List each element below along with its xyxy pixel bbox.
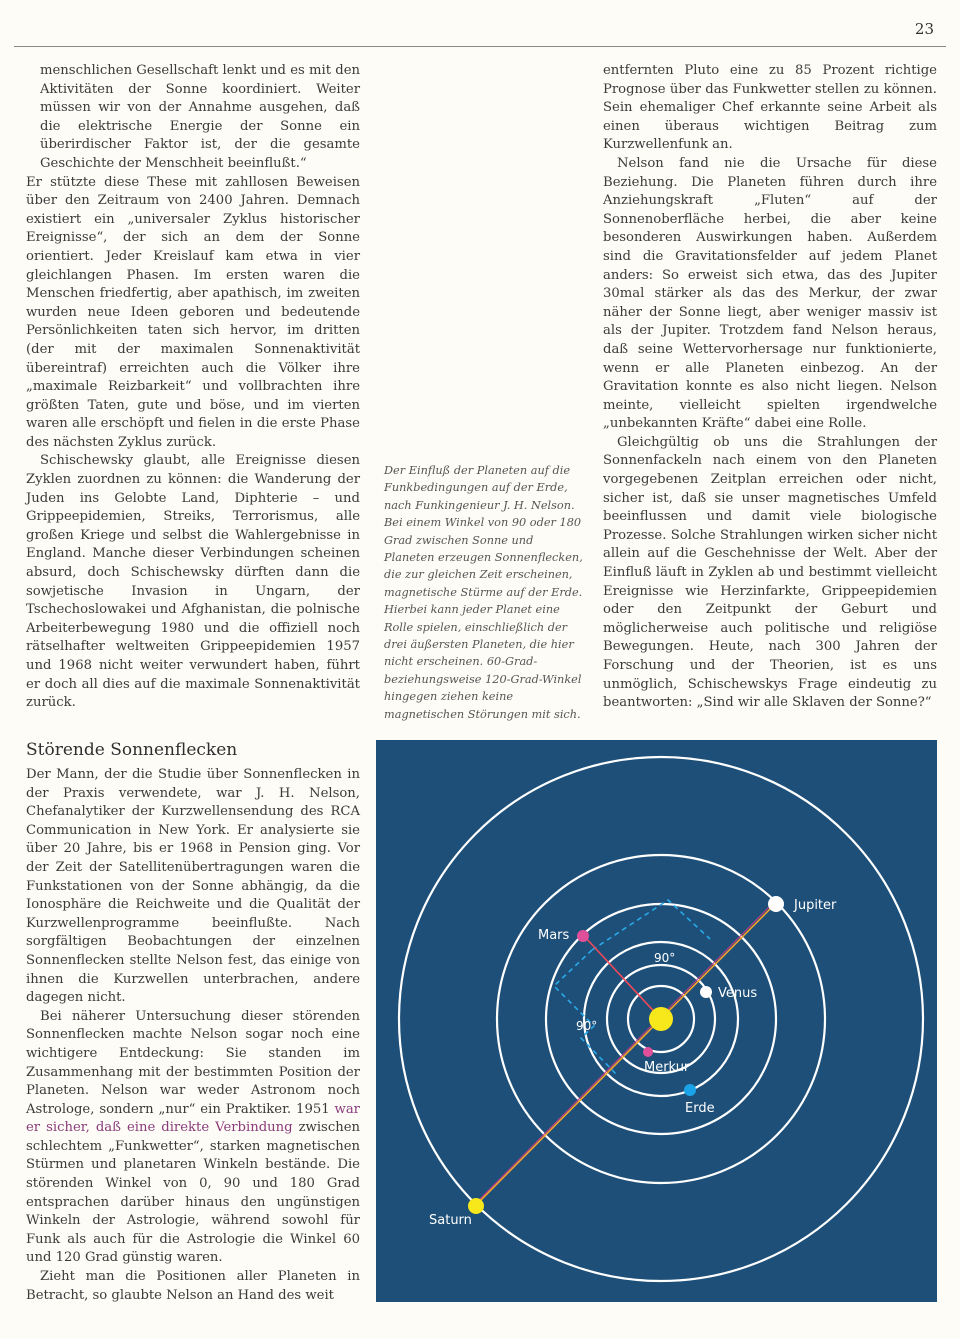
text-run: Bei näherer Untersuchung dieser störenden Sonnenflecken machte Nelson sogar noch eine wichtigere Entdeckung: Sie standen im Zusammenhang mit der bestimmten Position der Planeten. Nelson war weder Astronom noch Astrologe, sondern „nur“ ein Praktiker. 1951: [26, 1008, 360, 1117]
label-venus: Venus: [718, 986, 758, 1001]
section-heading: Störende Sonnenflecken: [26, 740, 238, 760]
paragraph: Gleichgültig ob uns die Strahlungen der Sonnenfackeln nach einem von den Planeten vorgegebenen Zeitplan erreichen oder nicht, sicher ist, daß sie unser magnetisches Umfeld beeinflussen und damit viele biologische Prozesse. Solche Strahlungen wirken sicher nicht allein auf die Geschehnisse der Welt. Aber der Einfluß läuft in Zyklen ab und bestimmt vielleicht Ereignisse wie Herzinfarkte, Grippeepidemien oder den Zeitpunkt der Geburt und möglicherweise auch politische und religiöse Bewegungen. Heute, nach 300 Jahren der Forschung und der Theorien, ist es uns unmöglich, Schischewskys Frage eindeutig zu beantworten: „Sind wir alle Sklaven der Sonne?“: [603, 434, 937, 711]
paragraph: Er stützte diese These mit zahllosen Beweisen über den Zeitraum von 2400 Jahren. Demnach existiert ein „universaler Zyklus historischer Ereignisse“, der sich an dem der Sonne orientiert. Jeder Kreislauf kam etwa in vier gleichlangen Phasen. Im ersten waren die Menschen friedfertig, aber apathisch, im zweiten wurden neue Ideen geboren und bedeutende Persönlichkeiten taten sich hervor, im dritten (der mit der maximalen Sonnenaktivität übereintraf) erreichten auch die Völker ihre „maximale Reizbarkeit“ und vollbrachten ihre größten Taten, gute und böse, und im vierten waren alle erschöpft und fielen in die erste Phase des nächsten Zyklus zurück.: [26, 174, 360, 450]
angle-label-left: 90°: [576, 1019, 598, 1033]
paragraph: Nelson fand nie die Ursache für diese Beziehung. Die Planeten führen durch ihre Anziehungskraft „Fluten“ auf der Sonnenoberfläche herbei, die aber keine besonderen Auswirkungen haben. Außerdem sind die Gravitationsfelder auf jedem Planet anders: So erweist sich etwa, das des Jupiter 30mal stärker als das des Merkur, der zwar näher der Sonne liegt, aber weniger massiv ist als der Jupiter. Trotzdem fand Nelson heraus, daß seine Wettervorhersage nur funktionierte, wenn er alle Planeten einbezog. An der Gravitation konnte es also nicht liegen. Nelson meinte, vielleicht spielten irgendwelche „unbekannten Kräfte“ dabei eine Rolle.: [603, 155, 937, 432]
paragraph: [26, 1008, 360, 1268]
column-right-top: [603, 62, 937, 713]
planet-mars: [577, 930, 589, 942]
label-jupiter: Jupiter: [794, 898, 837, 913]
paragraph: menschlichen Gesellschaft lenkt und es mit den Aktivitäten der Sonne koordiniert. Weiter müssen wir von der Annahme ausgehen, daß die elektrische Energie der Sonne ein überirdischer Faktor ist, der die gesamte Geschichte der Menschheit beeinflußt.“: [40, 63, 360, 171]
orbit-svg: [376, 740, 937, 1302]
label-merkur: Merkur: [644, 1060, 690, 1075]
planet-saturn: [468, 1198, 484, 1214]
highlighted-text: war er sicher, daß eine direkte Verbindung: [26, 1101, 360, 1136]
label-mars: Mars: [538, 928, 570, 943]
paragraph: Zieht man die Positionen aller Planeten in Betracht, so glaubte Nelson an Hand des weit: [26, 1269, 360, 1303]
text-run: zwischen schlechtem „Funkwetter“, starken magnetischen Stürmen und planetaren Winkeln bestände. Die störenden Winkel von 0, 90 und 180 Grad entsprachen darüber hinaus den ungünstigen Winkeln der Astrologie, während sowohl für Funk als auch für die Astrologie die Winkel 60 und 120 Grad günstig waren.: [26, 1120, 360, 1266]
figure-caption: Der Einfluß der Planeten auf die Funkbedingungen auf der Erde, nach Funkingenieur J. H. Nelson. Bei einem Winkel von 90 oder 180 Grad zwischen Sonne und Planeten erzeugen Sonnenflecken, die zur gleichen Zeit erscheinen, magnetische Stürme auf der Erde. Hierbei kann jeder Planet eine Rolle spielen, einschließlich der drei äußersten Planeten, die hier nicht erscheinen. 60-Grad-beziehungsweise 120-Grad-Winkel hingegen ziehen keine magnetischen Störungen mit sich.: [384, 464, 583, 721]
label-erde: Erde: [685, 1101, 715, 1116]
sun: [649, 1007, 673, 1031]
label-saturn: Saturn: [429, 1213, 472, 1228]
header-rule: [14, 46, 946, 47]
paragraph: entfernten Pluto eine zu 85 Prozent richtige Prognose über das Funkwetter stellen zu können. Sein ehemaliger Chef erkannte seine Arbeit als einen überaus wichtigen Beitrag zum Kurzwellenfunk an.: [603, 63, 937, 153]
angle-label-top: 90°: [654, 951, 676, 965]
planet-venus: [700, 986, 712, 998]
column-left-top: [26, 62, 360, 713]
paragraph: Der Mann, der die Studie über Sonnenflecken in der Praxis verwendete, war J. H. Nelson, Chefanalytiker der Kurzwellensendung des RCA Communication in New York. Er analysierte sie über 20 Jahre, bis er 1968 in Pension ging. Vor der Zeit der Satellitenübertragungen waren die Funkstationen von der Sonne abhängig, da die Ionosphäre die Reichweite und die Qualität der Kurzwellenprogramme beeinflußte. Nach sorgfältigen Beobachtungen der einzelnen Sonnenflecken stellte Nelson fest, das einige von ihnen die Kurzwellen unterbrachen, andere dagegen nicht.: [26, 767, 360, 1006]
saturn-jupiter-line-orange: [476, 903, 776, 1205]
page-number: 23: [914, 20, 934, 38]
planet-jupiter: [768, 896, 784, 912]
planet-erde: [684, 1084, 696, 1096]
section-stoerende-sonnenflecken: [26, 740, 360, 1305]
paragraph: Schischewsky glaubt, alle Ereignisse diesen Zyklen zuordnen zu können: die Wanderung der Juden ins Gelobte Land, Diphterie – und Grippeepidemien, Streiks, Terrorismus, alle großen Kriege und selbst die Wahlergebnisse in England. Manche dieser Verbindungen scheinen absurd, doch Schischewsky dürften dann die sowjetische Invasion in Ungarn, der Tschechoslowakei und Afghanistan, die polnische Arbeiterbewegung 1980 und die offiziell noch rätselhafter weltweiten Grippeepidemien 1957 und 1968 nicht weiter verwundert haben, führt er doch all dies auf die maximale Sonnenaktivität zurück.: [26, 453, 360, 711]
planet-merkur: [643, 1047, 653, 1057]
planet-orbit-diagram: [376, 740, 937, 1302]
